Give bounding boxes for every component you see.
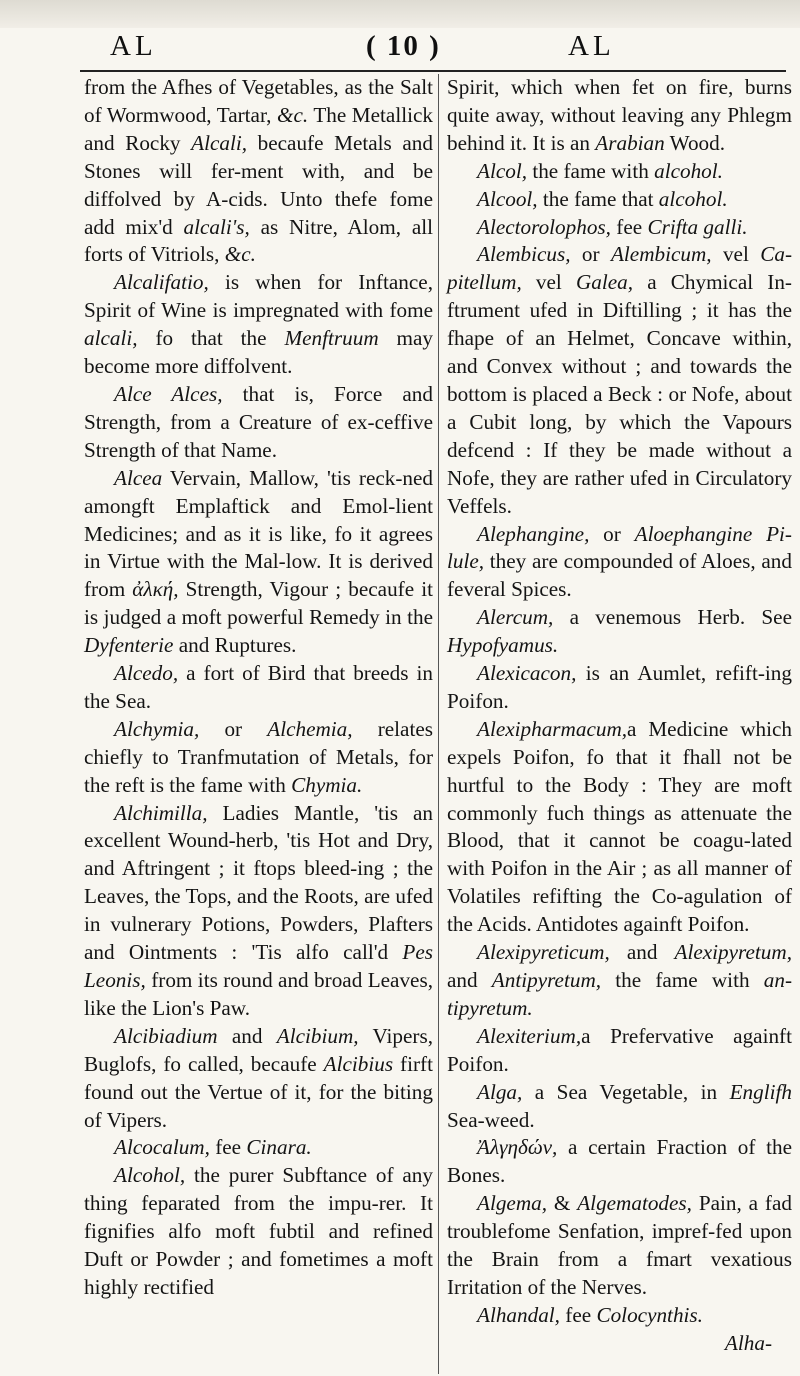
entry-text: from the Afhes of Vegetables, as the Salt of Wormwood, Tartar, — [84, 75, 433, 127]
entry-italic-text: alcali's, — [183, 214, 250, 239]
entry-text: Spirit, which when fet on fire, burns quite away, without leaving any Phlegm behind it. It is an — [447, 75, 792, 155]
dictionary-entry — [447, 716, 792, 939]
entry-text: is an Aumlet, refift-ing Poifon. — [447, 661, 792, 713]
dictionary-entry — [447, 660, 792, 716]
entry-italic-text: Alhandal, — [477, 1302, 560, 1327]
entry-text: that is, Force and Strength, from a Creature of ex-ceffive Strength of that Name. — [84, 381, 433, 462]
entry-italic-text: Ca-pitellum, — [447, 242, 793, 295]
header-rule — [80, 70, 786, 72]
entry-text: or — [589, 521, 635, 546]
entry-italic-text: Alembicum, — [610, 242, 712, 267]
dictionary-entry — [447, 1302, 792, 1330]
entry-text: the fame that — [537, 186, 659, 211]
entry-text: and — [447, 968, 492, 992]
entry-italic-text: Menftruum — [284, 326, 379, 351]
entry-italic-text: Hypofyamus. — [447, 633, 559, 658]
entry-text: firft found out the Vertue of it, for the biting of Vipers. — [84, 1051, 433, 1132]
entry-text: may become more diffolvent. — [84, 326, 433, 379]
entry-italic-text: Alectorolophos, — [477, 214, 611, 239]
entry-italic-text: Alce Alces, — [114, 381, 223, 406]
entry-text: or — [199, 716, 268, 741]
entry-text: vel — [711, 242, 761, 267]
entry-text: or — [570, 242, 611, 267]
entry-italic-text: Aloephangine Pi-lule, — [447, 521, 792, 574]
entry-italic-text: Alembicus, — [477, 242, 571, 267]
entry-text: & — [547, 1191, 578, 1216]
entry-italic-text: alcali, — [84, 326, 138, 351]
dictionary-entry — [447, 1023, 792, 1079]
entry-text: a Sea Vegetable, in — [522, 1079, 730, 1104]
entry-italic-text: Alcohol, — [114, 1163, 186, 1188]
entry-italic-text: Pes Leonis, — [84, 940, 433, 992]
dictionary-entry — [84, 74, 433, 269]
entry-text: fo that the — [137, 326, 285, 351]
entry-italic-text: Alcedo, — [114, 661, 179, 686]
entry-text: from its round and broad Leaves, like the Lion's Paw. — [84, 968, 433, 1020]
dictionary-entry — [84, 660, 433, 716]
entry-text: the fame with — [601, 968, 764, 992]
entry-italic-text: Alcali, — [191, 130, 248, 155]
entry-italic-text: an-tipyretum. — [447, 968, 792, 1020]
dictionary-entry — [84, 1023, 433, 1135]
left-column — [84, 74, 433, 1302]
entry-italic-text: Antipyretum, — [491, 968, 602, 992]
entry-text: they are compounded of Aloes, and feveral Spices. — [447, 549, 792, 602]
entry-italic-text: Crifta galli. — [647, 214, 748, 239]
entry-italic-text: Alcea — [114, 465, 163, 490]
dictionary-entry — [447, 1190, 792, 1302]
entry-text: and — [609, 940, 675, 965]
entry-italic-text: Algematodes, — [577, 1191, 692, 1216]
entry-text: fee — [610, 214, 648, 239]
entry-italic-text: Alcibiadium — [114, 1023, 218, 1048]
entry-text: relates chiefly to Tranfmutation of Metals, for the reft is the fame with — [84, 716, 433, 797]
entry-italic-text: alcohol. — [654, 158, 723, 183]
dictionary-entry — [447, 74, 792, 158]
running-head-left: AL — [110, 30, 157, 62]
entry-text: a venemous Herb. See — [553, 605, 792, 630]
entry-text: a Medicine which expels Poifon, fo that it fhall not be hurtful to the Body : They are moft commonly fuch things as attenuate the Blood, that it cannot be coagu-lated with Poifon in the Air ; as all manner of Volatiles refifting the Co-agulation of the Acids. Antidotes againft Poifon. — [447, 716, 792, 937]
dictionary-entry — [447, 1079, 792, 1135]
entry-text: fee — [559, 1302, 597, 1327]
entry-text: vel — [521, 270, 576, 295]
entry-text: and Ruptures. — [173, 633, 297, 658]
entry-italic-text: Alexicacon, — [477, 661, 577, 686]
entry-text: Wood. — [664, 130, 726, 155]
entry-italic-text: Alga, — [477, 1079, 523, 1104]
page-top-edge — [0, 0, 800, 28]
dictionary-entry — [447, 1134, 792, 1190]
dictionary-entry — [447, 521, 792, 605]
dictionary-entry — [84, 465, 433, 660]
entry-text: as Nitre, Alom, all forts of Vitriols, — [84, 214, 433, 267]
entry-text: is when for Inftance, Spirit of Wine is impregnated with fome — [84, 270, 433, 323]
entry-text: a fort of Bird that breeds in the Sea. — [84, 661, 433, 713]
dictionary-entry — [447, 186, 792, 214]
entry-italic-text: &c. — [277, 102, 309, 127]
entry-text: Pain, a fad troublefome Senfation, impref-fed upon the Brain from a fmart vexatious Irritation of the Nerves. — [447, 1191, 792, 1299]
dictionary-entry — [447, 214, 792, 242]
entry-text: a certain Fraction of the Bones. — [447, 1135, 792, 1188]
entry-text: Vervain, Mallow, 'tis reck-ned amongft Emplaftick and Emol-lient Medicines; and as it is like, fo it agrees in Virtue with the Mal-low. It is derived from — [84, 465, 433, 602]
dictionary-entry — [84, 1162, 433, 1302]
dictionary-entry — [84, 800, 433, 1023]
dictionary-entry — [447, 939, 792, 1023]
dictionary-entry — [84, 381, 433, 465]
dictionary-entry — [84, 1134, 433, 1162]
entry-italic-text: Alchimilla, — [114, 800, 208, 825]
entry-italic-text: Alcocalum, — [114, 1135, 210, 1160]
entry-text: Strength, Vigour ; becaufe it is judged a moft powerful Remedy in the — [84, 577, 433, 630]
entry-italic-text: Arabian — [595, 130, 665, 155]
right-column — [447, 74, 792, 1358]
entry-italic-text: Alcool, — [477, 186, 538, 211]
entry-italic-text: Galea, — [575, 270, 634, 295]
entry-text: Vipers, Buglofs, fo called, becaufe — [84, 1023, 433, 1076]
page-number: ( 10 ) — [366, 30, 441, 62]
entry-text: Ladies Mantle, 'tis an excellent Wound-herb, 'tis Hot and Dry, and Aftringent ; it ftops bleed-ing ; the Leaves, the Tops, and the Roots, are ufed in vulnerary Potions, Powders, Plafters and Ointments : 'Tis alfo call'd — [84, 800, 433, 965]
dictionary-entry — [447, 241, 792, 520]
entry-italic-text: Ἀλγηδών, — [477, 1135, 558, 1160]
entry-text: fee — [209, 1135, 247, 1160]
entry-italic-text: Algema, — [477, 1191, 548, 1216]
entry-italic-text: Englifh — [729, 1079, 792, 1104]
entry-italic-text: Alcalifatio, — [114, 270, 209, 295]
entry-italic-text: Alcol, — [477, 158, 528, 183]
entry-text: Sea-weed. — [447, 1107, 535, 1132]
running-head — [0, 26, 800, 66]
entry-italic-text: Alexipyreticum, — [477, 940, 610, 965]
entry-italic-text: Alcibius — [323, 1051, 394, 1076]
entry-italic-text: &c. — [224, 242, 256, 267]
entry-italic-text: Colocynthis. — [596, 1302, 703, 1327]
entry-text: a Prefervative againft Poifon. — [447, 1023, 792, 1076]
entry-text: the fame with — [527, 158, 655, 183]
entry-italic-text: Dyfenterie — [84, 633, 174, 658]
entry-italic-text: alcohol. — [658, 186, 728, 211]
entry-text: the purer Subftance of any thing feparated from the impu-rer. It fignifies alfo moft fubtil and refined Duft or Powder ; and fometimes a moft highly rectified — [84, 1163, 433, 1299]
entry-italic-text: Cinara. — [246, 1135, 312, 1160]
entry-text: a Chymical In-ftrument ufed in Diftilling ; it has the fhape of an Helmet, Concave within, and Convex without ; and towards the bottom is placed a Beck : or Nofe, about a Cubit long, by which the Vapours defcend : If they be made without a Nofe, they are rather ufed in Circulatory Veffels. — [447, 270, 792, 518]
entry-italic-text: Alexipyretum, — [674, 940, 792, 965]
text-columns — [84, 74, 796, 1374]
entry-text: becaufe Metals and Stones will fer-ment with, and be diffolved by A-cids. Unto thefe fome add mix'd — [84, 130, 433, 239]
dictionary-entry — [447, 158, 792, 186]
entry-italic-text: Alercum, — [477, 605, 554, 630]
entry-italic-text: Chymia. — [291, 772, 363, 797]
dictionary-entry — [84, 716, 433, 800]
entry-italic-text: ἀλκή, — [132, 577, 179, 602]
dictionary-entry — [84, 269, 433, 381]
catchword: Alha- — [724, 1330, 772, 1355]
running-head-right: AL — [568, 30, 615, 62]
entry-italic-text: Alexiterium, — [477, 1023, 582, 1048]
entry-italic-text: Alchymia, — [114, 716, 200, 741]
entry-text: and — [217, 1023, 277, 1048]
dictionary-entry — [447, 604, 792, 660]
entry-italic-text: Alephangine, — [477, 521, 590, 546]
entry-text: The Metallick and Rocky — [84, 102, 433, 155]
entry-italic-text: Alcibium, — [276, 1023, 359, 1048]
entry-italic-text: Alexipharmacum, — [477, 716, 628, 741]
entry-italic-text: Alchemia, — [267, 716, 353, 741]
